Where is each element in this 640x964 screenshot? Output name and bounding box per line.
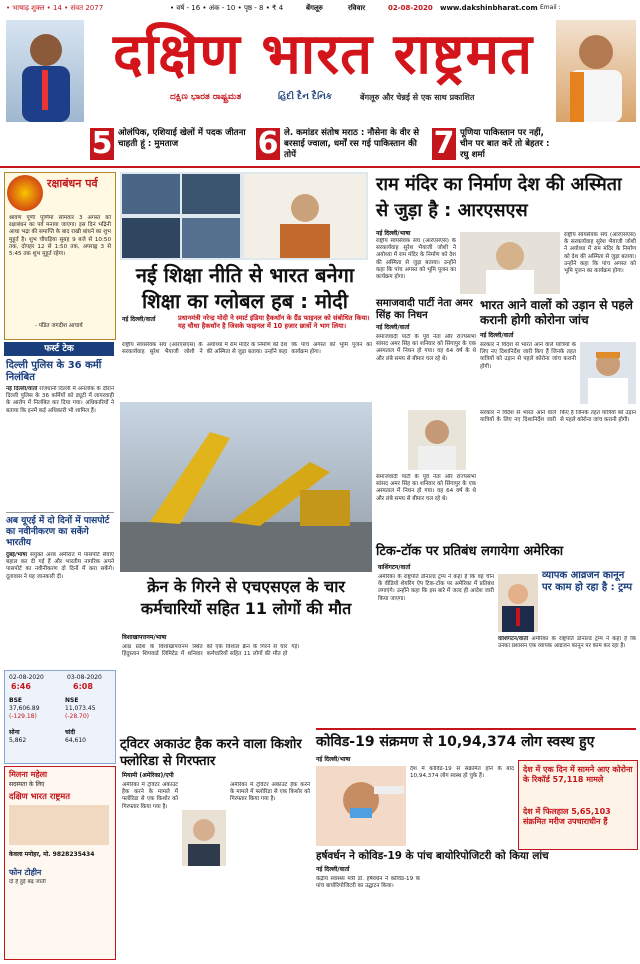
tiktok-dateline: वाशिंगटन/वार्ता bbox=[378, 564, 411, 571]
amar-singh-dateline: नई दिल्ली/वार्ता bbox=[376, 324, 410, 331]
nep-body: राष्ट्रीय स्वयंसेवक संघ (आरएसएस) के सरकार्यवाह सुरेश भैयाजी जोशी ने अयोध्या में राम मंदिर के निर्माण को देश की अस्मिता से जुड़ा बताया। उन्होंने कहा कि पांच अगस्त को भूमि पूजन का कार्यक्रम होगा। bbox=[122, 342, 372, 356]
crane-text: आंध्र प्रदेश के विशाखापत्तनम स्थित हिंदुस्तान शिपयार्ड लिमिटेड में शनिवार को एक विशाल क्रेन के गिरने से चार कर्मचारियों सहित 11 लोगों की मौत हो गई। bbox=[122, 644, 300, 658]
ad-line1: सदस्यता के लिए bbox=[9, 781, 45, 788]
child-test-figure bbox=[316, 766, 406, 846]
raksha-title: रक्षाबंधन पर्व bbox=[47, 177, 98, 190]
ad-contact: केवला मनोहर, मो. 9828235434 bbox=[9, 851, 95, 858]
flight-text-1: सरकार ने विदेश से भारत आने वाले यात्रियों के लिए नए दिशानिर्देश जारी किए हैं जिनके तहत यात्रियों को उड़ान से पहले कोरोना जांच करानी होगी। bbox=[480, 342, 576, 370]
video-conference-grid bbox=[120, 172, 368, 260]
raksha-sign: - पंडित जगदीश आचार्य bbox=[35, 323, 83, 329]
day: रविवार bbox=[348, 4, 366, 12]
twitter-text-1: अमेरिका में ट्विटर अकाउंट हैक करने के मामले में फ्लोरिडा से एक किशोर को गिरफ्तार किया गया है। bbox=[122, 782, 178, 810]
flight-covid-test-head[interactable]: भारत आने वालों को उड़ान से पहले करानी होगी कोरोना जांच bbox=[480, 298, 633, 327]
portrait-figure bbox=[408, 410, 466, 470]
amar-singh-text: समाजवादी पार्टी के पूर्व नेता और राज्यसभा सांसद अमर सिंह का शनिवार को सिंगापुर के एक अस्पताल में निधन हो गया। वह 64 वर्ष के थे और लंबे समय से बीमार चल रहे थे। bbox=[376, 334, 476, 362]
leader-figure bbox=[556, 20, 636, 122]
delhi-police-text: नई दिल्ली/वार्ता राजधानी दिल्ली में अनलॉक के दौरान दिल्ली पुलिस के 36 कर्मियों को ड्यूटी में लापरवाही के आरोप में निलंबित कर दिया गया। अधिकारियों ने बताया कि इनमें कई अधिकारी भी शामिल हैं। bbox=[6, 386, 114, 414]
sensex-value: 37,606.89 bbox=[9, 705, 40, 712]
rakhi-icon bbox=[7, 175, 43, 211]
amar-singh-text-2: समाजवादी पार्टी के पूर्व नेता और राज्यसभा सांसद अमर सिंह का शनिवार को सिंगापुर के एक अस्पताल में निधन हो गया। वह 64 वर्ष के थे और लंबे समय से बीमार चल रहे थे। bbox=[376, 474, 476, 502]
rule bbox=[0, 166, 640, 168]
nep-photo-collage bbox=[120, 172, 368, 260]
covid-rule bbox=[316, 728, 636, 730]
market-time-1: 6:46 bbox=[11, 682, 31, 691]
portrait-figure-4 bbox=[498, 574, 538, 632]
subscription-ad[interactable] bbox=[4, 766, 116, 960]
nep-dateline: नई दिल्ली/वार्ता bbox=[122, 316, 156, 323]
twitter-headline[interactable]: ट्विटर अकाउंट हैक करने वाला किशोर फ्लोरिडा से गिरफ्तार bbox=[120, 737, 302, 769]
website-link[interactable]: www.dakshinbharat.com bbox=[440, 4, 538, 12]
ad-title: दक्षिण भारत राष्ट्रमत bbox=[9, 791, 71, 801]
portrait-figure-2 bbox=[580, 342, 636, 404]
trump-headline[interactable]: व्यापक आव्रजन कानून पर काम हो रहा है : ट्रम्प bbox=[542, 570, 633, 593]
sensex-label: BSE bbox=[9, 697, 22, 704]
athlete-photo bbox=[6, 20, 84, 122]
covid-test-photo bbox=[316, 766, 406, 846]
crane-dateline: विशाखापत्तनम/भाषा bbox=[122, 634, 167, 641]
trump-photo bbox=[498, 574, 538, 632]
divider bbox=[6, 512, 114, 513]
ad-phone-head: फोन टोहीन bbox=[9, 868, 42, 877]
ram-mandir-headline[interactable]: राम मंदिर का निर्माण देश की अस्मिता से जुड़ा है : आरएसएस bbox=[376, 174, 622, 221]
ram-text-1: राष्ट्रीय स्वयंसेवक संघ (आरएसएस) के सरकार्यवाह सुरेश भैयाजी जोशी ने अयोध्या में राम मंदिर के निर्माण को देश की अस्मिता से जुड़ा बताया। उन्होंने कहा कि पांच अगस्त को भूमि पूजन का कार्यक्रम होगा। bbox=[376, 238, 456, 281]
nep-headline[interactable]: नई शिक्षा नीति से भारत बनेगा शिक्षा का ग्लोबल हब : मोदी bbox=[135, 263, 355, 313]
teaser-2[interactable]: 6 ले. कमांडर संतोष मराठ : नौसेना के वीर से बरसाई ज्वाला, धर्मों रस गई पाकिस्तान की तोपें bbox=[257, 126, 420, 161]
sensex-change: (-129.18) bbox=[9, 713, 37, 720]
teen-photo bbox=[182, 810, 226, 866]
twitter-dateline: मियामी (अमेरिका)/एपी bbox=[122, 772, 174, 779]
market-date-1: 02-08-2020 bbox=[9, 674, 44, 681]
teaser-3[interactable]: 7 पूणिया पाकिस्तान पर नहीं, चीन पर बात करें तो बेहतर : रघु शर्मा bbox=[433, 126, 550, 161]
date: 02-08-2020 bbox=[388, 4, 433, 12]
covid-stats-box bbox=[518, 760, 638, 850]
raksha-text: श्रावण पूर्णी पूर्णिमा सोमवार 3 अगस्त को रक्षाबंधन का पर्व मनाया जाएगा। इस दिन भद्रिनी आधा भद्रा की समाप्ति के बाद राखी बांधने का शुभ मुहूर्त है। शुभ चौघड़िया सुबह 9 बजे से 10:50 तक, दोपहर 12 से 1:50 तक, अपराह्न 3 से 5:45 तक शुभ मुहूर्त रहेगा। bbox=[9, 215, 111, 258]
ad-brand: मिलना महेला bbox=[9, 770, 48, 779]
crane-collapse-figure bbox=[120, 402, 372, 572]
biorepository-dateline: नई दिल्ली/वार्ता bbox=[316, 866, 350, 873]
ad-image bbox=[9, 805, 109, 845]
speaker-figure bbox=[460, 232, 560, 294]
tiktok-headline[interactable]: टिक-टॉक पर प्रतिबंध लगायेगा अमेरिका bbox=[376, 544, 564, 559]
covid-stat-2: देश में फिलहाल 5,65,103 संक्रमित मरीज उपचाराधीन हैं bbox=[523, 807, 611, 826]
market-box bbox=[4, 670, 116, 764]
newspaper-title: दक्षिण भारत राष्ट्रमत bbox=[112, 21, 534, 87]
first-take-label: फर्स्ट टेक bbox=[4, 342, 114, 356]
market-date-2: 03-08-2020 bbox=[67, 674, 102, 681]
passport-head[interactable]: अब यूएई में दो दिनों में पासपोर्ट का नवीनीकरण का सकेंगे भारतीय bbox=[6, 516, 110, 548]
crane-photo bbox=[120, 402, 372, 572]
masthead bbox=[0, 16, 640, 124]
flight-dateline: नई दिल्ली/वार्ता bbox=[480, 332, 514, 339]
passport-text: दुबई/भाषा संयुक्त अरब अमीरात में पासपोर्ट सेवाएं बहाल कर दी गई हैं और भारतीय नागरिक अपने पासपोर्ट का नवीनीकरण दो दिनों में करा सकेंगे। दूतावास ने यह जानकारी दी। bbox=[6, 552, 114, 580]
biorepository-headline[interactable]: हर्षवर्धन ने कोविड-19 के पांच बायोरिपोजिटरी को किया लांच bbox=[316, 850, 549, 862]
kannada-tagline: ದಕ್ಷಿಣ ಭಾರತ ರಾಷ್ಟ್ರಮತ bbox=[170, 92, 242, 102]
nep-subhead: प्रधानमंत्री नरेन्द्र मोदी ने स्मार्ट इंडिया हैकथॉन के ग्रैंड फाइनल को संबोधित किया। यह चौथा हैकथॉन है जिसके फाइनल में 10 हजार छात्रों ने भाग लिया। bbox=[178, 314, 370, 331]
gold-value: 5,862 bbox=[9, 737, 27, 744]
edition-tagline: बेंगलूरु और चेन्नई से एक साथ प्रकाशित bbox=[360, 93, 475, 102]
city: बेंगलूरु bbox=[306, 4, 323, 12]
gold-label: सोना bbox=[9, 729, 20, 736]
flight-text-2: सरकार ने विदेश से भारत आने वाले यात्रियों के लिए नए दिशानिर्देश जारी किए हैं जिनके तहत यात्रियों को उड़ान से पहले कोरोना जांच करानी होगी। bbox=[480, 410, 636, 424]
covid-dateline: नई दिल्ली/भाषा bbox=[316, 756, 351, 763]
nifty-value: 11,073.45 bbox=[65, 705, 96, 712]
ram-text-2: राष्ट्रीय स्वयंसेवक संघ (आरएसएस) के सरकार्यवाह सुरेश भैयाजी जोशी ने अयोध्या में राम मंदिर के निर्माण को देश की अस्मिता से जुड़ा बताया। उन्होंने कहा कि पांच अगस्त को भूमि पूजन का कार्यक्रम होगा। bbox=[564, 232, 636, 275]
teaser-1[interactable]: 5 ओलंपिक, एशियाई खेलों में पदक जीतना चाहती हूं : मुमताज bbox=[91, 126, 246, 161]
tiktok-text: अमेरिका के राष्ट्रपति डोनाल्ड ट्रम्प ने कहा है कि वह चीन के वीडियो शेयरिंग ऐप टिक-टॉक पर अमेरिका में प्रतिबंध लगाएंगे। उन्होंने कहा कि इस बारे में जल्द ही आदेश जारी किया जाएगा। bbox=[378, 574, 494, 602]
covid-headline[interactable]: कोविड-19 संक्रमण से 10,94,374 लोग स्वस्थ हुए bbox=[316, 734, 595, 750]
biorepository-text: केंद्रीय स्वास्थ्य मंत्री डॉ. हर्षवर्धन ने कोविड-19 के पांच बायोरिपोजिटरी का उद्घाटन किया। bbox=[316, 876, 420, 890]
trump-text: वाशिंगटन/वार्ता अमेरिका के राष्ट्रपति डोनाल्ड ट्रम्प ने कहा है कि उनका प्रशासन एक व्यापक आव्रजन कानून पर काम कर रहा है। bbox=[498, 636, 636, 650]
ad-phone-text: दो हैं हुई बढ़ जाती bbox=[9, 879, 46, 885]
amar-singh-head[interactable]: समाजवादी पार्टी नेता अमर सिंह का निधन bbox=[376, 298, 473, 321]
silver-value: 64,610 bbox=[65, 737, 86, 744]
nifty-label: NSE bbox=[65, 697, 79, 704]
market-time-2: 6:08 bbox=[73, 682, 93, 691]
nifty-change: (-28.70) bbox=[65, 713, 90, 720]
covid-stat-1: देश में एक दिन में सामने आए कोरोना के रिकॉर्ड 57,118 मामले bbox=[523, 765, 633, 784]
ram-dateline: नई दिल्ली/भाषा bbox=[376, 230, 411, 237]
amar-singh-photo bbox=[408, 410, 466, 470]
twitter-text-2: अमेरिका में ट्विटर अकाउंट हैक करने के मामले में फ्लोरिडा से एक किशोर को गिरफ्तार किया गया है। bbox=[230, 782, 310, 803]
bhaiyaji-photo bbox=[460, 232, 560, 294]
calendar-info: • भाषाढ़ शुक्ल • 14 • संवत 2077 bbox=[6, 4, 104, 12]
athlete-figure bbox=[6, 20, 84, 122]
silver-label: चांदी bbox=[65, 729, 76, 736]
minister-photo bbox=[580, 342, 636, 404]
gujarati-tagline: હિંદી દૈન દૈનિક bbox=[278, 92, 333, 102]
email-link[interactable]: Email : bbox=[540, 4, 561, 11]
portrait-figure-3 bbox=[182, 810, 226, 866]
raksha-box bbox=[4, 172, 116, 340]
top-info-bar bbox=[0, 0, 640, 17]
leader-photo bbox=[556, 20, 636, 122]
covid-text: देश में कोविड-19 से संक्रमित होने के बाद 10,94,374 लोग स्वस्थ हो चुके हैं। bbox=[410, 766, 514, 780]
crane-headline[interactable]: क्रेन के गिरने से एचएसएल के चार कर्मचारियों सहित 11 लोगों की मौत bbox=[140, 577, 352, 618]
delhi-police-head[interactable]: दिल्ली पुलिस के 36 कर्मी निलंबित bbox=[6, 360, 102, 383]
issue-info: • वर्ष - 16 • अंक - 10 • पृष्ठ - 8 • ₹ 4 bbox=[170, 4, 284, 12]
